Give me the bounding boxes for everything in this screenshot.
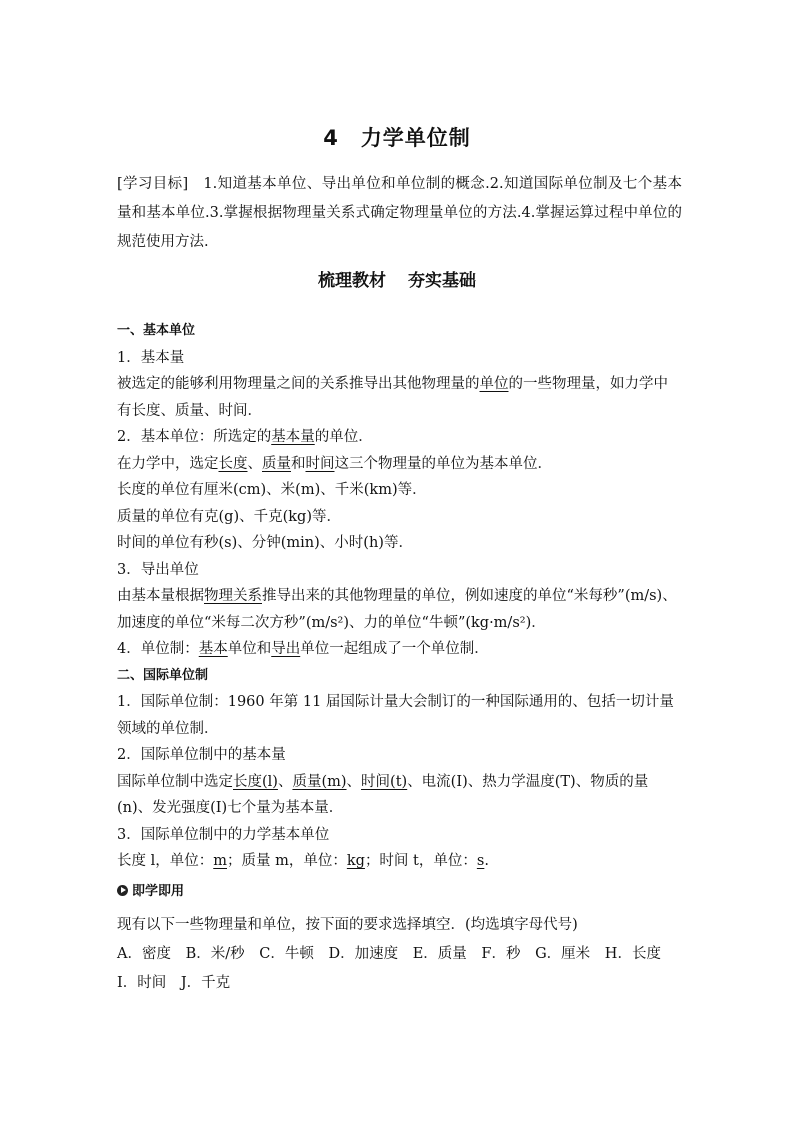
lesson-number: 4: [323, 126, 339, 150]
subheading-si-base-quantities: 2．国际单位制中的基本量: [117, 747, 286, 763]
paragraph-base-unit: 2．基本单位：所选定的基本量的单位．: [117, 429, 373, 445]
paragraph-si-mechanics-units: 长度 l，单位：m；质量 m，单位：kg；时间 t，单位：s.: [117, 853, 489, 869]
paragraph-si-definition: 1．国际单位制：1960 年第 11 届国际计量大会制订的一种国际通用的、包括一切计量领域的单位制．: [117, 694, 674, 737]
paragraph-mass-units: 质量的单位有克(g)、千克(kg)等．: [117, 508, 341, 525]
paragraph-time-units: 时间的单位有秒(s)、分钟(min)、小时(h)等．: [117, 535, 413, 551]
paragraph-mechanics-units: 在力学中，选定长度、质量和时间这三个物理量的单位为基本单位．: [117, 455, 552, 472]
option-g: G．厘米: [535, 946, 591, 962]
paragraph-unit-system: 4．单位制：基本单位和导出单位一起组成了一个单位制．: [117, 641, 489, 657]
learning-goals: [学习目标] 1.知道基本单位、导出单位和单位制的概念.2.知道国际单位制及七个基本量和基本单位.3.掌握根据物理量关系式确定物理量单位的方法.4.掌握运算过程中单位的规范使用方法.: [117, 176, 682, 250]
paragraph-derived-units: 由基本量根据物理关系推导出来的其他物理量的单位，例如速度的单位“米每秒”(m/s)、加速度的单位“米每二次方秒”(m/s²)、力的单位“牛顿”(kg·m/s²)．: [117, 588, 677, 631]
heading-si-units: 二、国际单位制: [117, 667, 209, 683]
play-icon: [117, 885, 128, 896]
practice-options: [117, 940, 682, 998]
practice-heading: 即学即用: [117, 879, 682, 906]
option-d: D．加速度: [328, 946, 399, 962]
option-f: F．秒: [481, 946, 521, 962]
practice-question: 现有以下一些物理量和单位，按下面的要求选择填空．(均选填字母代号): [117, 917, 578, 933]
option-e: E．质量: [412, 946, 467, 962]
subheading-base-quantity: 1．基本量: [117, 349, 185, 366]
paragraph-si-base-quantities: 国际单位制中选定长度(l)、质量(m)、时间(t)、电流(I)、热力学温度(T)、物质的量(n)、发光强度(I)七个量为基本量．: [117, 773, 649, 816]
option-b: B．米/秒: [185, 946, 245, 962]
option-c: C．牛顿: [259, 946, 314, 962]
subheading-si-mechanics-units: 3．国际单位制中的力学基本单位: [117, 826, 330, 843]
main-content: [117, 318, 682, 998]
section-title: 梳理教材 夯实基础: [318, 271, 476, 291]
subheading-derived-units: 3．导出单位: [117, 561, 199, 578]
option-h: H．长度: [604, 946, 661, 962]
heading-basic-units: 一、基本单位: [117, 323, 196, 338]
option-a: A．密度: [117, 946, 171, 962]
lesson-title: 力学单位制: [360, 126, 471, 150]
paragraph-base-quantity: 被选定的能够利用物理量之间的关系推导出其他物理量的单位的一些物理量，如力学中有长度、质量、时间．: [117, 376, 668, 419]
paragraph-length-units: 长度的单位有厘米(cm)、米(m)、千米(km)等．: [117, 482, 427, 498]
page-title: [0, 122, 794, 152]
option-j: J．千克: [180, 975, 231, 991]
option-i: I．时间: [117, 975, 167, 991]
